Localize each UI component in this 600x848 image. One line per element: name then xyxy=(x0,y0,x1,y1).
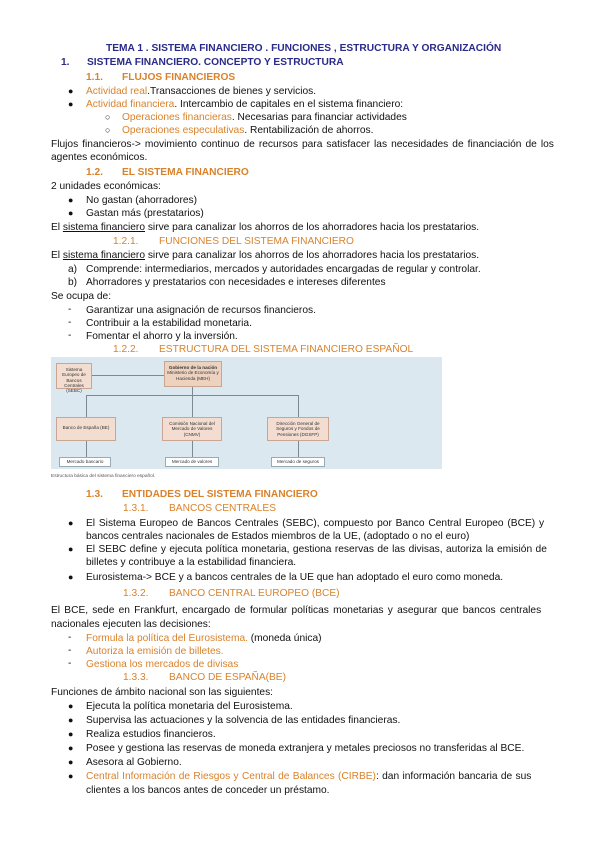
section-1-2-title: EL SISTEMA FINANCIERO xyxy=(122,167,249,178)
section-1-2-number: 1.2. xyxy=(86,167,103,178)
circle-bullet-icon: ○ xyxy=(105,112,111,122)
dash-bullet: - xyxy=(68,645,72,656)
bullet-icon: ● xyxy=(68,208,74,218)
dash-bullet: - xyxy=(68,330,72,341)
list-item: Comprende: intermediarios, mercados y autoridades encargadas de regular y controlar. xyxy=(86,264,481,275)
circle-bullet-icon: ○ xyxy=(105,125,111,135)
paragraph-line: nacionales ejecuten las decisiones: xyxy=(51,619,211,630)
list-item: Actividad real.Transacciones de bienes y servicios. xyxy=(86,86,317,97)
bullet-icon: ● xyxy=(68,743,74,753)
list-item: Asesora al Gobierno. xyxy=(86,757,182,768)
diagram-market-bancario: Mercado bancario xyxy=(59,457,111,467)
paragraph-line: agentes económicos. xyxy=(51,152,148,163)
bullet-icon: ● xyxy=(68,757,74,767)
bullet-icon: ● xyxy=(68,715,74,725)
paragraph-line: El BCE, sede en Frankfurt, encargado de formular políticas monetarias y asegurar que bancos centrales xyxy=(51,605,542,616)
list-item: Central Información de Riesgos y Central de Balances (CIRBE): dan información bancaria de sus xyxy=(86,771,532,782)
list-item: Autoriza la emisión de billetes. xyxy=(86,646,224,657)
list-item: Ahorradores y prestatarios con necesidades e intereses diferentes xyxy=(86,277,386,288)
list-item-continuation: clientes a los bancos antes de conceder un préstamo. xyxy=(86,785,330,796)
paragraph-line: Se ocupa de: xyxy=(51,291,112,302)
bullet-icon: ● xyxy=(68,729,74,739)
list-item: Operaciones financieras. Necesarias para financiar actividades xyxy=(122,112,407,123)
structure-diagram xyxy=(51,357,442,469)
diagram-connector xyxy=(86,395,87,417)
section-1-3-1-number: 1.3.1. xyxy=(123,503,149,514)
section-1-3-2-number: 1.3.2. xyxy=(123,588,149,599)
diagram-box-sebc: Sistema Europeo de Bancos Centrales (SEBC) xyxy=(56,363,92,389)
bullet-icon: ● xyxy=(68,572,74,582)
section-1-1-title: FLUJOS FINANCIEROS xyxy=(122,72,236,83)
bullet-icon: ● xyxy=(68,544,74,554)
list-item: Garantizar una asignación de recursos financieros. xyxy=(86,305,316,316)
section-1-title: SISTEMA FINANCIERO. CONCEPTO Y ESTRUCTURA xyxy=(87,57,344,68)
diagram-box-gobierno: Gobierno de la nación Ministerio de Economía y Hacienda (MEH) xyxy=(164,361,222,387)
list-item: Ejecuta la política monetaria del Eurosistema. xyxy=(86,701,293,712)
paragraph-line: El sistema financiero sirve para canalizar los ahorros de los ahorradores hacia los prestatarios. xyxy=(51,250,480,261)
list-label: b) xyxy=(68,277,78,288)
list-item: Gestiona los mercados de divisas xyxy=(86,659,239,670)
section-1-2-2-number: 1.2.2. xyxy=(113,344,139,355)
list-item: Formula la política del Eurosistema. (moneda única) xyxy=(86,633,322,644)
list-label: a) xyxy=(68,264,78,275)
list-item: Actividad financiera. Intercambio de capitales en el sistema financiero: xyxy=(86,99,404,110)
bullet-icon: ● xyxy=(68,86,74,96)
list-item: Supervisa las actuaciones y la solvencia de las entidades financieras. xyxy=(86,715,401,726)
diagram-connector xyxy=(298,441,299,457)
diagram-caption: Estructura básica del sistema financiero español. xyxy=(51,474,156,479)
diagram-box-cnmv: Comisión Nacional del Mercado de Valores (CNMV) xyxy=(162,417,222,441)
diagram-connector xyxy=(92,375,164,376)
diagram-connector xyxy=(192,387,193,395)
dash-bullet: - xyxy=(68,632,72,643)
list-item: Posee y gestiona las reservas de moneda extranjera y metales preciosos no transferidas al BCE. xyxy=(86,743,525,754)
section-1-3-3-number: 1.3.3. xyxy=(123,672,149,683)
section-1-3-number: 1.3. xyxy=(86,489,103,500)
bullet-icon: ● xyxy=(68,195,74,205)
bullet-icon: ● xyxy=(68,518,74,528)
section-1-2-2-title: ESTRUCTURA DEL SISTEMA FINANCIERO ESPAÑOL xyxy=(159,344,414,355)
list-item: Eurosistema-> BCE y a bancos centrales de la UE que han adoptado el euro como moneda. xyxy=(86,572,504,583)
paragraph-line: 2 unidades económicas: xyxy=(51,181,161,192)
list-item: El Sistema Europeo de Bancos Centrales (SEBC), compuesto por Banco Central Europeo (BCE) y xyxy=(86,518,545,529)
dash-bullet: - xyxy=(68,317,72,328)
bullet-icon: ● xyxy=(68,771,74,781)
dash-bullet: - xyxy=(68,658,72,669)
section-1-3-3-title: BANCO DE ESPAÑA(BE) xyxy=(169,672,286,683)
section-1-2-1-title: FUNCIONES DEL SISTEMA FINANCIERO xyxy=(159,236,354,247)
diagram-connector xyxy=(192,395,193,417)
diagram-connector xyxy=(192,441,193,457)
diagram-connector xyxy=(298,395,299,417)
dash-bullet: - xyxy=(68,304,72,315)
diagram-connector xyxy=(86,441,87,457)
list-item: Realiza estudios financieros. xyxy=(86,729,216,740)
section-1-3-2-title: BANCO CENTRAL EUROPEO (BCE) xyxy=(169,588,340,599)
diagram-box-bde: Banco de España (BE) xyxy=(56,417,116,441)
bullet-icon: ● xyxy=(68,701,74,711)
section-1-3-1-title: BANCOS CENTRALES xyxy=(169,503,276,514)
list-item: No gastan (ahorradores) xyxy=(86,195,197,206)
diagram-market-valores: Mercado de valores xyxy=(165,457,219,467)
paragraph-line: El sistema financiero sirve para canalizar los ahorros de los ahorradores hacia los prestatarios. xyxy=(51,222,480,233)
list-item: El SEBC define y ejecuta política monetaria, gestiona reservas de las divisas, autoriza la emisión de xyxy=(86,544,547,555)
paragraph-line: Flujos financieros-> movimiento continuo de recursos para satisfacer las necesidades de financiación de los xyxy=(51,139,554,150)
diagram-box-dgsfp: Dirección General de Seguros y Fondos de Pensiones (DGSFP) xyxy=(267,417,329,441)
document-title: TEMA 1 . SISTEMA FINANCIERO . FUNCIONES , ESTRUCTURA Y ORGANIZACIÓN xyxy=(106,43,502,54)
list-item-continuation: billetes y contribuye a la estabilidad financiera. xyxy=(86,557,297,568)
list-item-continuation: bancos centrales nacionales de Estados miembros de la UE, (adoptado o no el euro) xyxy=(86,531,470,542)
diagram-market-seguros: Mercado de seguros xyxy=(271,457,325,467)
section-1-number: 1. xyxy=(61,57,70,68)
section-1-2-1-number: 1.2.1. xyxy=(113,236,139,247)
list-item: Contribuir a la estabilidad monetaria. xyxy=(86,318,252,329)
list-item: Fomentar el ahorro y la inversión. xyxy=(86,331,238,342)
list-item: Operaciones especulativas. Rentabilización de ahorros. xyxy=(122,125,374,136)
paragraph-line: Funciones de ámbito nacional son las siguientes: xyxy=(51,687,273,698)
list-item: Gastan más (prestatarios) xyxy=(86,208,204,219)
bullet-icon: ● xyxy=(68,99,74,109)
section-1-1-number: 1.1. xyxy=(86,72,103,83)
section-1-3-title: ENTIDADES DEL SISTEMA FINANCIERO xyxy=(122,489,318,500)
